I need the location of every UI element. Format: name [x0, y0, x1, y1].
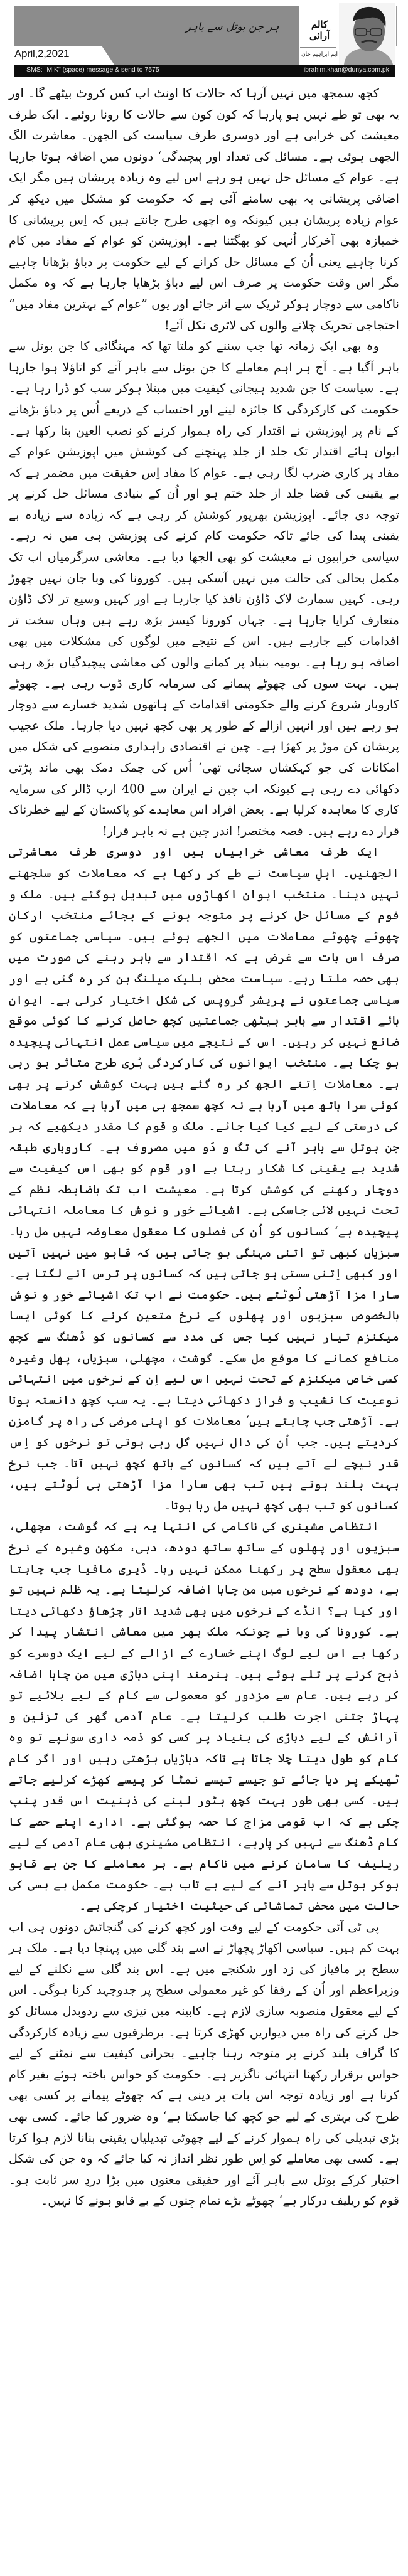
author-name: ایم ابراہیم خان — [301, 51, 338, 58]
portrait-icon — [339, 3, 395, 65]
article-body — [9, 83, 399, 2211]
column-title: ہر جن بوتل سے باہر — [185, 21, 279, 33]
article-paragraph-2: وہ بھی ایک زمانہ تھا جب سننے کو ملتا تھا کہ مہنگائی کا جن بوتل سے باہر آگیا ہے۔ آج ہر اہم معاملے کا جن بوتل سے باہر آنے کو اتاؤلا ہوا جارہا ہے۔ سیاست کا جن شدید ہیجانی کیفیت میں مبتلا ہوکر سب کو ڈرا رہا ہے۔ حکومت کی کارکردگی کا جائزہ لینے اور احتساب کے ذریعے اُس پر دباؤ بڑھانے کے نام پر اپوزیشن نے اقتدار کی راہ ہموار کرنے کو نصب العین بنا رکھا ہے۔ ایوان ہائے اقتدار تک جلد از جلد پہنچنے کی کوشش میں اپوزیشن عوام کے مفاد پر کاری ضرب لگا رہی ہے۔ عوام کا مفاد اِس حقیقت میں مضمر ہے کہ بے یقینی کی فضا جلد از جلد ختم ہو اور اُن کے بنیادی مسائل حل کرنے پر توجہ دی جائے۔ اپوزیشن بھرپور کوشش کر رہی ہے کہ زیادہ سے زیادہ بے یقینی پیدا کی جائے تاکہ حکومت کام کرنے کی پوزیشن ہی میں نہ رہے۔ سیاسی خرابیوں نے معیشت کو بھی الجھا دیا ہے۔ معاشی سرگرمیاں اب تک مکمل بحالی کی حالت میں نہیں آسکی ہیں۔ کورونا کی وبا جان نہیں چھوڑ رہی۔ کہیں سمارٹ لاک ڈاؤن نافذ کیا جارہا ہے اور کہیں وسیع تر لاک ڈاؤن متعارف کرایا جارہا ہے۔ جہاں کورونا کیسز بڑھ رہے ہیں وہاں سخت تر اقدامات کیے جارہے ہیں۔ اس کے نتیجے میں لوگوں کی مشکلات میں بھی اضافہ ہو رہا ہے۔ یومیہ بنیاد پر کمانے والوں کی معاشی پیچیدگیاں بڑھ رہی ہیں۔ بہت سوں کی چھوٹے پیمانے کی سرمایہ کاری ڈوب رہی ہے۔ چھوٹے کاروبار شروع کرنے والے حکومتی اقدامات کے ہاتھوں شدید خسارے سے دوچار ہو رہے ہیں اور انہیں ازالے کے طور پر بھی کچھ نہیں دیا جارہا۔ ملک عجیب پریشان کن موڑ پر کھڑا ہے۔ چین نے اقتصادی راہداری منصوبے کی شکل میں امکانات کی جو کہکشاں سجائی تھی‘ اُس کی چمک دمک بھی ماند پڑتی دکھائی دے رہی ہے کیونکہ اب چین نے ایران سے 400 ارب ڈالر کی سرمایہ کاری کا معاہدہ کرلیا ہے۔ بعض افراد اس معاہدے کو پاکستان کے لیے خطرناک قرار دے رہے ہیں۔ قصہ مختصر! اندر چین ہے نہ باہر قرار! — [9, 339, 399, 838]
author-portrait — [339, 3, 395, 65]
publish-date: April,2,2021 — [14, 48, 70, 60]
article-paragraph-1: کچھ سمجھ میں نہیں آرہا کہ حالات کا اونٹ اب کس کروٹ بیٹھے گا۔ اور یہ بھی تو طے نہیں ہو پارہا کہ کون کون سے حالات کا رونا روئیے۔ ایک طرف معیشت کی خرابی ہے اور دوسری طرف سیاست کی الجھن۔ معاشرت الگ الجھی ہوئی ہے۔ مسائل کی تعداد اور پیچیدگی‘ دونوں میں اضافہ ہوتا جارہا ہے۔ عوام کے مسائل حل نہیں ہو رہے اس لیے وہ زیادہ پریشان ہیں مگر ایک اضافی پریشانی یہ بھی سامنے آئی ہے کہ حکومت کو مشکل میں دیکھ کر عوام زیادہ پریشان ہیں کیونکہ وہ اچھی طرح جانتے ہیں کہ اِس پریشانی کا خمیازہ بھی آخرکار اُنہی کو بھگتنا ہے۔ اپوزیشن کو عوام کے مفاد میں کام کرنا چاہیے یعنی اُن کے مسائل حل کرانے کے لیے حکومت پر دباؤ بڑھانا چاہیے مگر اس وقت حکومت پر صرف اس لیے دباؤ بڑھایا جارہا ہے کہ وہ مکمل ناکامی سے دوچار ہوکر ٹریک سے اتر جائے اور یوں ”عوام کے بہترین مفاد میں“ احتجاجی تحریک چلانے والوں کی لاٹری نکل آئے! — [9, 86, 399, 333]
logo-divider — [300, 47, 336, 48]
article-paragraph-4: انتظامی مشینری کی ناکامی کی انتہا یہ ہے کہ گوشت، مچھلی، سبزیوں اور پھلوں کے ساتھ ساتھ دودھ، دہی، مکھن وغیرہ کے نرخ بھی معقول سطح پر رکھنا ممکن نہیں رہا۔ ڈیری مافیا جب چاہتا ہے، دودھ کے نرخوں میں من چاہا اضافہ کرلیتا ہے۔ یہ ظلم نہیں تو اور کیا ہے؟ انڈے کے نرخوں میں بھی شدید اتار چڑھاؤ دکھائی دیتا ہے۔ کورونا کی وبا نے چونکہ ملک بھر میں معاشی انتشار پیدا کر رکھا ہے اس لیے لوگ اپنے خسارے کے ازالے کے لیے ایک دوسرے کو ذبح کرنے پر تلے ہوئے ہیں۔ ہنرمند اپنی دہاڑی میں من چاہا اضافہ کر رہے ہیں۔ عام سے مزدور کو معمولی سے کام کے لیے بلائیے تو پہاڑ جتنی اجرت طلب کرلیتا ہے۔ عام آدمی گھر کی تزئین و آرائش کے لیے دہاڑی کی بنیاد پر کسی کو ذمہ داری سونپے تو وہ کام کو طول دیتا چلا جاتا ہے تاکہ دہاڑیاں بڑھتی رہیں اور اگر کام ٹھیکے پر دیا جائے تو جیسے تیسے نمٹا کر پیسے کھڑے کرلیے جاتے ہیں۔ کسی بھی طور بہت کچھ بٹور لینے کی ذہنیت اس قدر پنپ چکی ہے کہ اب قومی مزاج کا حصہ ہوگئی ہے۔ ادارے اپنے حصے کا کام ڈھنگ سے نہیں کر پارہے، انتظامی مشینری بھی عام آدمی کے لیے ریلیف کا سامان کرنے میں ناکام ہے۔ ہر معاملے کا جن بے قابو ہوکر بوتل سے باہر آنے کے لیے بے تاب ہے۔ حکومت مکمل بے بسی کی حالت میں محض تماشائی کی حیثیت اختیار کرچکی ہے۔ — [9, 1519, 399, 1913]
column-header — [0, 0, 408, 73]
column-logo: کالم آرائی — [309, 19, 330, 41]
sms-instructions: SMS: "MIK" (space) message & send to 7575 — [26, 66, 159, 73]
author-email[interactable]: ibrahim.khan@dunya.com.pk — [303, 66, 389, 73]
article-paragraph-3: ایک طرف معاشی خرابیاں ہیں اور دوسری طرف معاشرتی الجھنیں۔ اہلِ سیاست نے طے کر رکھا ہے کہ معاملات کو سلجھنے نہیں دینا۔ منتخب ایوان اکھاڑوں میں تبدیل ہوگئے ہیں۔ ملک و قوم کے مسائل حل کرنے پر متوجہ ہونے کے بجائے منتخب ارکان چھوٹے چھوٹے معاملات میں الجھے ہوئے ہیں۔ سیاسی جماعتوں کو صرف اس بات سے غرض ہے کہ اقتدار سے باہر رہنے کی صورت میں بھی حصہ ملتا رہے۔ سیاست محض بلیک میلنگ بن کر رہ گئی ہے اور سیاسی جماعتوں نے پریشر گروپس کی شکل اختیار کرلی ہے۔ ایوان ہائے اقتدار سے باہر بیٹھی جماعتیں کچھ حاصل کرنے کا کوئی موقع ضائع نہیں کر رہیں۔ اس کے نتیجے میں سیاسی عمل انتہائی پیچیدہ ہو چکا ہے۔ منتخب ایوانوں کی کارکردگی بُری طرح متاثر ہو رہی ہے۔ معاملات اِتنے الجھ کر رہ گئے ہیں بہت کوشش کرنے پر بھی کوئی سرا ہاتھ میں آرہا ہے نہ کچھ سمجھ ہی میں آرہا ہے کہ معاملات کی درستی کے لیے کیا کیا جائے۔ ملک و قوم کا مقدر دیکھیے کہ ہر جن بوتل سے باہر آنے کی تگ و دَو میں مصروف ہے۔ کاروباری طبقہ شدید بے یقینی کا شکار رہتا ہے اور قوم کو بھی اس کیفیت سے دوچار رکھنے کی کوشش کرتا ہے۔ معیشت اب تک باضابطہ نظم کے تحت نہیں لائی جاسکی ہے۔ اشیائے خور و نوش کا معاملہ انتہائی پیچیدہ ہے‘ کسانوں کو اُن کی فصلوں کا معقول معاوضہ نہیں مل رہا۔ سبزیاں کبھی تو اتنی مہنگی ہو جاتی ہیں کہ قابو میں نہیں آتیں اور کبھی اِتنی سستی ہو جاتی ہیں کہ کسانوں پر ترس آنے لگتا ہے۔ سارا مزا آڑھتی لُوٹتے ہیں۔ حکومت نے اب تک اشیائے خور و نوش بالخصوص سبزیوں اور پھلوں کے نرخ متعین کرنے کا کوئی ایسا میکنزم تیار نہیں کیا جس کی مدد سے کسانوں کو ڈھنگ سے کچھ منافع کمانے کا موقع مل سکے۔ گوشت، مچھلی، سبزیاں، پھل وغیرہ کسی خاص میکنزم کے تحت نہیں اس لیے اِن کے نرخوں میں انتہائی نوعیت کا نشیب و فراز دکھائی دیتا ہے۔ یہ سب کچھ دانستہ ہوتا ہے۔ آڑھتی جب چاہتے ہیں‘ معاملات کو اپنی مرضی کی راہ پر گامزن کردیتے ہیں۔ جب اُن کی دال نہیں گل رہی ہوتی تو نرخوں کو اِس قدر نیچے لے آتے ہیں کہ کسانوں کے ہاتھ کچھ نہیں آتا۔ جب نرخ بہت بلند ہوتے ہیں تب بھی سارا مزا آڑھتی ہی لُوٹتے ہیں، کسانوں کو تب بھی کچھ نہیں مل رہا ہوتا۔ — [9, 844, 399, 1513]
article-paragraph-5: پی ٹی آئی حکومت کے لیے وقت اور کچھ کرنے کی گنجائش دونوں ہی اب بہت کم ہیں۔ سیاسی اکھاڑ پچھاڑ نے اسے بند گلی میں پہنچا دیا ہے۔ ملک ہر سطح پر مافیاز کی زد اور شکنجے میں ہے۔ اس بند گلی سے نکلنے کے لیے وزیراعظم اور اُن کے رفقا کو غیر معمولی سطح پر جدوجہد کرنا ہوگی۔ اس کے لیے معقول منصوبہ سازی لازم ہے۔ کابینہ میں تیزی سے ردوبدل مسائل کو حل کرنے کی راہ میں دیواریں کھڑی کرتا ہے۔ برطرفیوں سے زیادہ کارکردگی کا گراف بلند کرنے پر متوجہ رہنا چاہیے۔ بحرانی کیفیت سے نمٹنے کے لیے حواس برقرار رکھنا انتہائی ناگزیر ہے۔ حکومت کو حواس باختہ ہوئے بغیر کام کرنا ہے اور زیادہ توجہ اس بات پر دینی ہے کہ چھوٹے پیمانے پر کسی بھی طرح کی بہتری کے لیے جو کچھ کیا جاسکتا ہے‘ وہ ضرور کیا جائے۔ کسی بھی بڑی تبدیلی کی راہ ہموار کرنے کے لیے چھوٹی تبدیلیاں یقینی بنانا لازم ہوا کرتا ہے۔ کسی بھی معاملے کو اِس طور نظر انداز نہ کیا جائے کہ وہ جن کی شکل اختیار کرکے بوتل سے باہر آئے اور حقیقی معنوں میں بڑا دردِ سر ثابت ہو۔ قوم کو ریلیف درکار ہے‘ چھوٹے بڑے تمام جِنوں کے بے قابو ہونے کا نہیں۔ — [9, 1919, 399, 2208]
